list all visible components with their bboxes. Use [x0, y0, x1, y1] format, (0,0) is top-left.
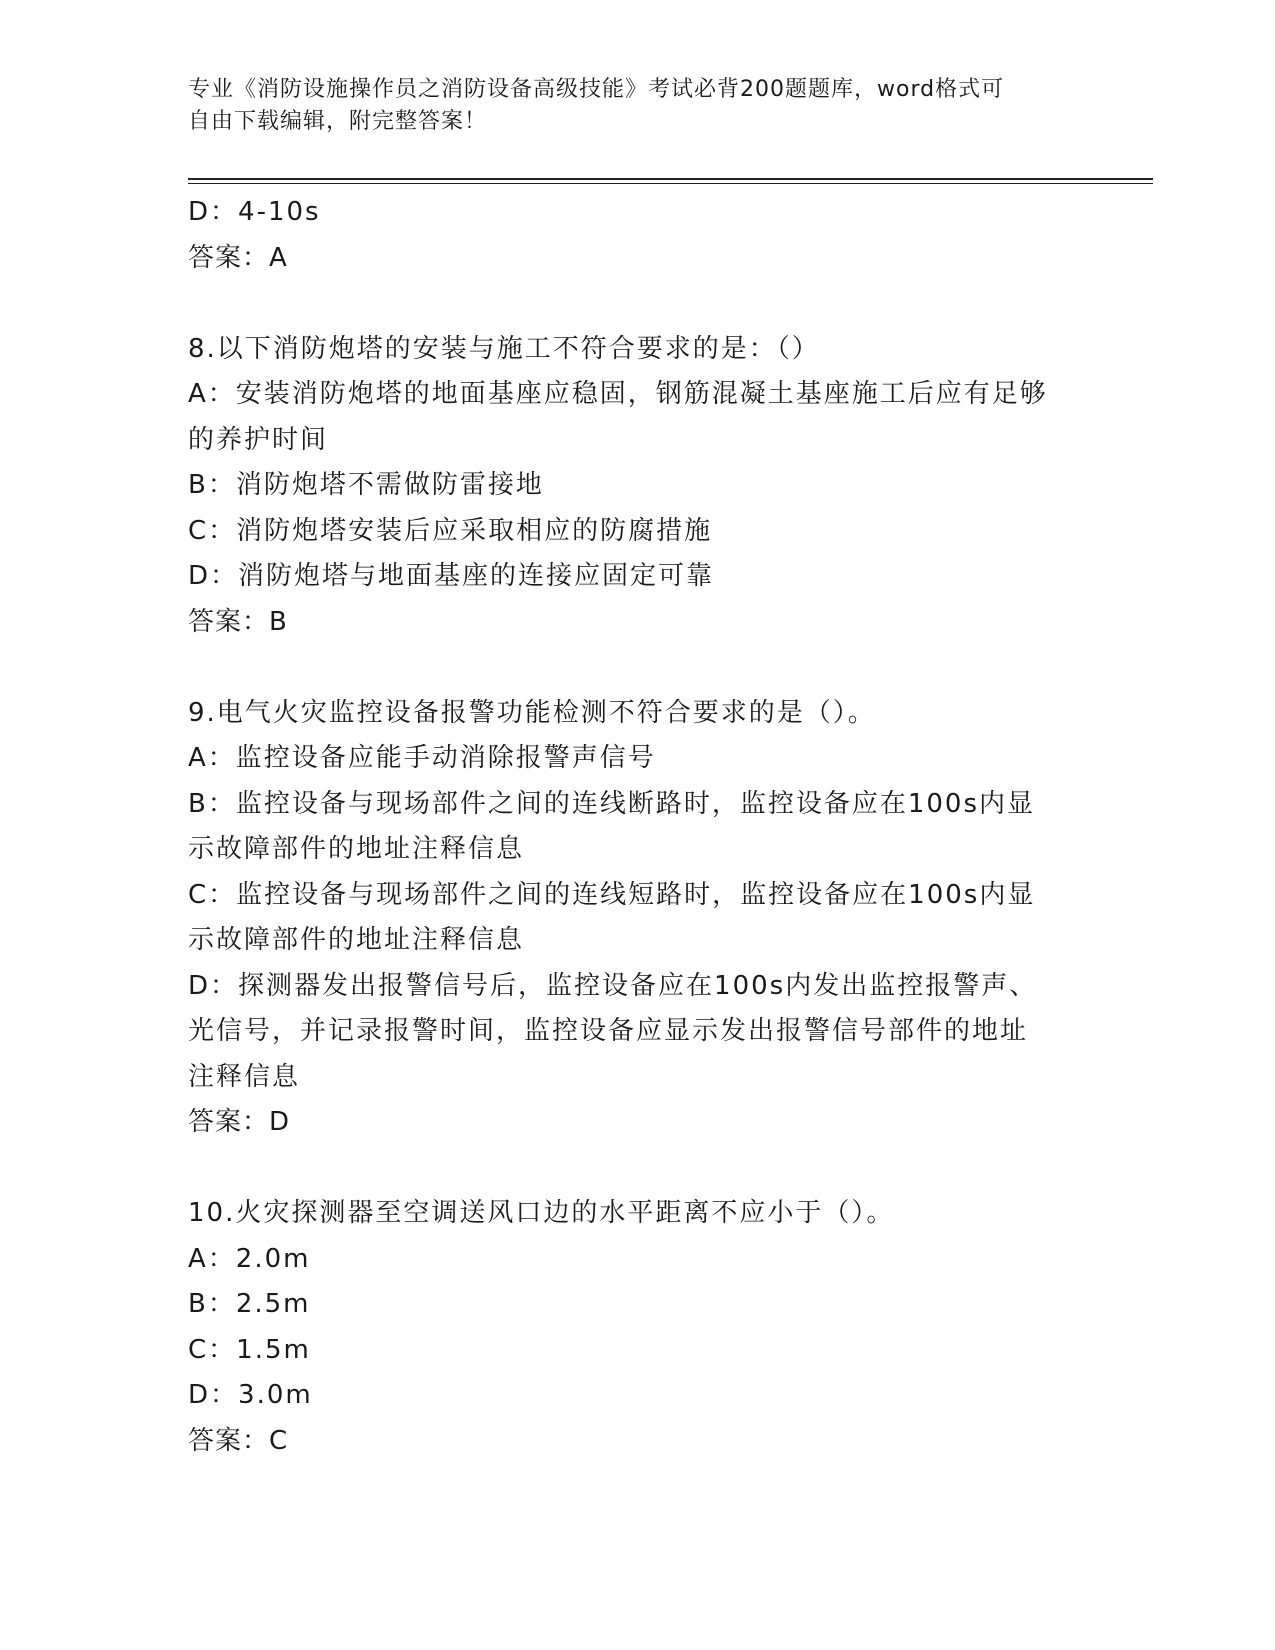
spacer	[188, 1146, 1088, 1192]
q10-option-a: A：2.0m	[188, 1243, 311, 1274]
q9-option-a: A：监控设备应能手动消除报警声信号	[188, 743, 656, 773]
header-line-2: 自由下载编辑，附完整答案！	[188, 109, 488, 134]
q8-option-c: C：消防炮塔安装后应采取相应的防腐措施	[188, 515, 713, 546]
q9-option-d-line-1: D：探测器发出报警信号后，监控设备应在100s内发出监控报警声、	[188, 970, 1038, 1001]
q9-question: 9.电气火灾监控设备报警功能检测不符合要求的是（）。	[188, 697, 876, 728]
q8-option-b: B：消防炮塔不需做防雷接地	[188, 470, 544, 500]
document-header	[188, 74, 1068, 138]
q10-option-b: B：2.5m	[188, 1289, 311, 1319]
q9-option-d-line-3: 注释信息	[188, 1061, 301, 1092]
q8-question: 8.以下消防炮塔的安装与施工不符合要求的是：（）	[188, 333, 820, 364]
q9-option-c-line-2: 示故障部件的地址注释信息	[188, 925, 525, 955]
q8-option-a-line-2: 的养护时间	[188, 424, 329, 455]
q8-option-d: D：消防炮塔与地面基座的连接应固定可靠	[188, 561, 715, 591]
q7-answer: 答案：A	[188, 242, 288, 273]
header-line-1: 专业《消防设施操作员之消防设备高级技能》考试必背200题题库，word格式可	[188, 77, 1005, 102]
q9-option-b-line-1: B：监控设备与现场部件之间的连线断路时，监控设备应在100s内显	[188, 788, 1036, 819]
q9-option-c-line-1: C：监控设备与现场部件之间的连线短路时，监控设备应在100s内显	[188, 879, 1036, 910]
spacer	[188, 281, 1088, 327]
q9-answer: 答案：D	[188, 1107, 291, 1137]
spacer	[188, 645, 1088, 691]
q10-question: 10.火灾探测器至空调送风口边的水平距离不应小于（）。	[188, 1198, 895, 1228]
header-rule-thin	[188, 183, 1153, 184]
q9-option-b-line-2: 示故障部件的地址注释信息	[188, 834, 525, 864]
q10-option-c: C：1.5m	[188, 1334, 311, 1365]
header-rule-thick	[188, 178, 1153, 180]
q7-option-d: D：4-10s	[188, 197, 321, 227]
q10-answer: 答案：C	[188, 1425, 289, 1456]
q10-option-d: D：3.0m	[188, 1380, 313, 1410]
q8-option-a-line-1: A：安装消防炮塔的地面基座应稳固，钢筋混凝土基座施工后应有足够	[188, 379, 1048, 409]
q8-answer: 答案：B	[188, 606, 288, 637]
question-content	[188, 190, 1088, 1464]
q9-option-d-line-2: 光信号，并记录报警时间，监控设备应显示发出报警信号部件的地址	[188, 1016, 1029, 1046]
